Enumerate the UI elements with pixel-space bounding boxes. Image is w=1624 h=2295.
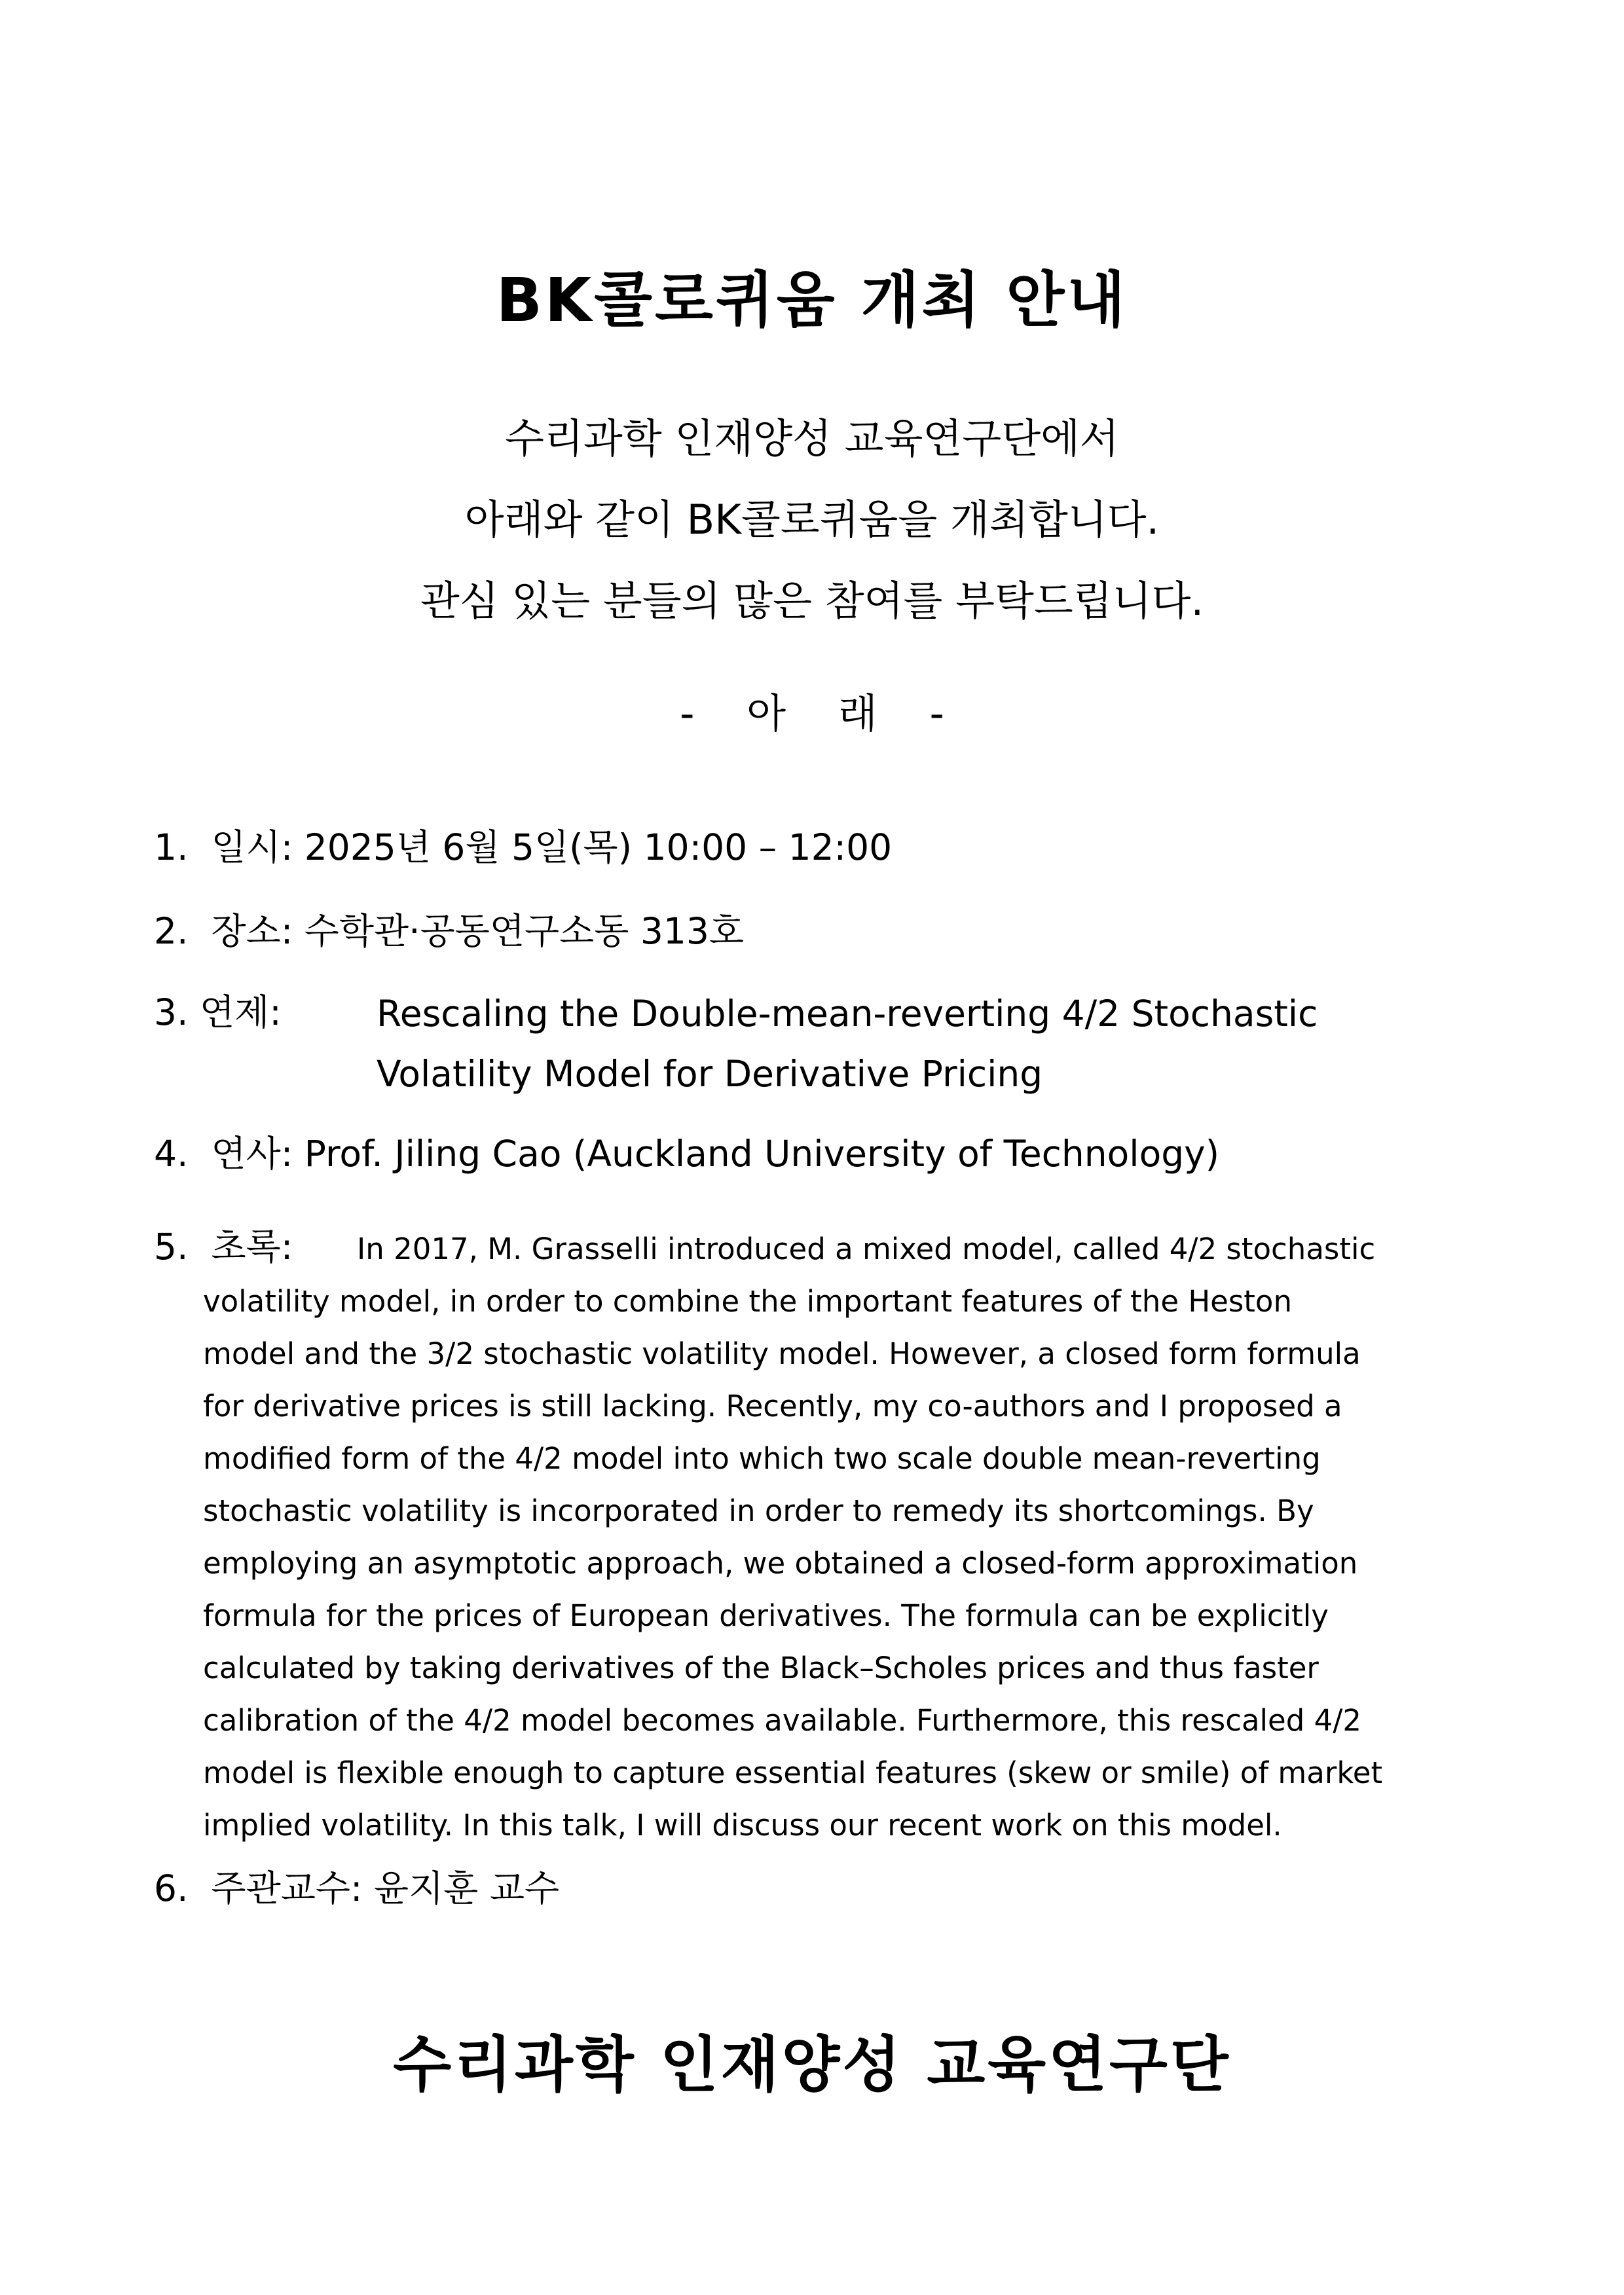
organization-footer: 수리과학 인재양성 교육연구단 (393, 2030, 1231, 2100)
item-number: 4. (154, 1133, 189, 1175)
item-label: 연제: (200, 991, 282, 1033)
item-value: 수학관·공동연구소동 313호 (304, 910, 745, 952)
talk-title-line: Volatility Model for Derivative Pricing (377, 1053, 1043, 1095)
item-number: 6. (154, 1867, 189, 1909)
item-host (154, 1860, 559, 1911)
abstract-line: calibration of the 4/2 model becomes available. Furthermore, this rescaled 4/2 (203, 1703, 1361, 1738)
item-speaker (154, 1125, 1219, 1177)
item-label: 연사: (211, 1133, 293, 1175)
item-topic (154, 983, 1318, 1104)
item-label: 장소: (211, 910, 293, 952)
item-value: 2025년 6월 5일(목) 10:00 – 12:00 (304, 826, 893, 868)
talk-title (377, 983, 1318, 1104)
item-number: 5. (154, 1226, 189, 1268)
abstract-line: for derivative prices is still lacking. Recently, my co-authors and I proposed a (203, 1389, 1342, 1423)
abstract-line: implied volatility. In this talk, I will discuss our recent work on this model. (203, 1808, 1282, 1843)
item-label: 초록: (211, 1226, 293, 1268)
item-number: 2. (154, 910, 189, 952)
item-value: 윤지훈 교수 (374, 1867, 560, 1909)
intro-line: 수리과학 인재양성 교육연구단에서 (505, 414, 1119, 462)
abstract-line: volatility model, in order to combine the important features of the Heston (203, 1284, 1292, 1319)
abstract-line: formula for the prices of European derivatives. The formula can be explicitly (203, 1598, 1329, 1633)
item-number: 1. (154, 826, 189, 868)
item-place (154, 902, 744, 954)
abstract-text (203, 1223, 1513, 1852)
talk-title-line: Rescaling the Double-mean-reverting 4/2 Stochastic (377, 993, 1318, 1035)
abstract-line: employing an asymptotic approach, we obtained a closed-form approximation (203, 1546, 1358, 1581)
intro-line: 아래와 같이 BK콜로퀴움을 개최합니다. (464, 496, 1160, 543)
intro-paragraph (0, 398, 1624, 642)
item-label: 주관교수: (211, 1867, 363, 1909)
item-number: 3. (154, 991, 189, 1033)
intro-line: 관심 있는 분들의 많은 참여를 부탁드립니다. (420, 577, 1204, 625)
abstract-line: In 2017, M. Grasselli introduced a mixed model, called 4/2 stochastic (357, 1232, 1376, 1266)
page-title: BK콜로퀴움 개최 안내 (496, 265, 1128, 335)
abstract-line: model and the 3/2 stochastic volatility model. However, a closed form formula (203, 1336, 1361, 1371)
item-date (154, 818, 892, 870)
note-marker: - 아 래 - (680, 689, 944, 737)
abstract-line: calculated by taking derivatives of the Black–Scholes prices and thus faster (203, 1651, 1319, 1685)
abstract-line: stochastic volatility is incorporated in order to remedy its shortcomings. By (203, 1494, 1314, 1528)
item-label: 일시: (211, 826, 293, 868)
abstract-line: model is flexible enough to capture essential features (skew or smile) of market (203, 1755, 1383, 1790)
abstract-line: modified form of the 4/2 model into which two scale double mean-reverting (203, 1441, 1321, 1476)
item-value: Prof. Jiling Cao (Auckland University of Technology) (304, 1133, 1220, 1175)
